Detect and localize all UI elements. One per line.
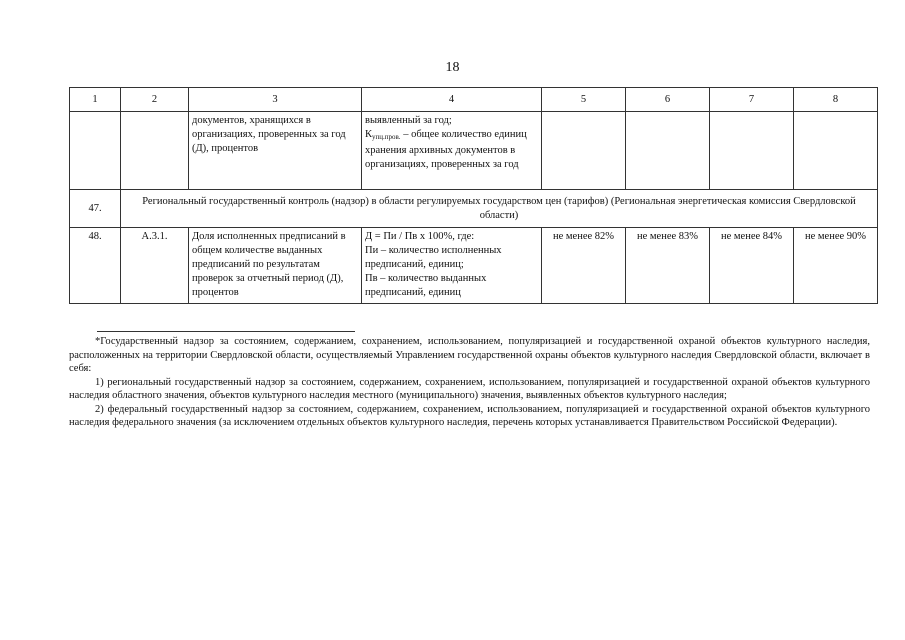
header-cell: 4 bbox=[362, 88, 542, 112]
cell-empty bbox=[70, 112, 121, 190]
target-value: не менее 82% bbox=[542, 228, 626, 304]
cell-empty bbox=[710, 112, 794, 190]
row-number: 47. bbox=[70, 190, 121, 228]
header-cell: 5 bbox=[542, 88, 626, 112]
target-value: не менее 84% bbox=[710, 228, 794, 304]
formula-cell bbox=[362, 228, 542, 304]
page-number: 18 bbox=[445, 60, 460, 75]
formula-definition: Пв – количество выданных предписаний, единиц bbox=[365, 273, 487, 298]
formula-cell bbox=[362, 112, 542, 190]
header-cell: 6 bbox=[626, 88, 710, 112]
formula-symbol: К bbox=[365, 129, 373, 140]
section-title: Региональный государственный контроль (надзор) в области регулируемых государством цен (тарифов) (Региональная энергетическая комиссия Свердловской области) bbox=[121, 190, 878, 228]
table-header-row bbox=[70, 88, 878, 112]
table-row bbox=[70, 190, 878, 228]
header-cell: 1 bbox=[70, 88, 121, 112]
footnote-paragraph: *Государственный надзор за состоянием, содержанием, сохранением, использованием, популяризацией и государственной охраной объектов культурного наследия, расположенных на территории Свердловской области, осуществляемый Управлением государственной охраны объектов культурного наследия Свердловской области, включает в себя: bbox=[69, 336, 870, 374]
table-row bbox=[70, 228, 878, 304]
footnote-paragraph: 2) федеральный государственный надзор за состоянием, содержанием, сохранением, использованием, популяризацией и государственной охраной объектов культурного наследия федерального значения (за исключением отдельных объектов культурного наследия, перечень которых устанавливается Правительством Российской Федерации). bbox=[69, 403, 870, 428]
formula-line: выявленный за год; bbox=[365, 115, 452, 126]
footnotes bbox=[69, 335, 870, 430]
cell-empty bbox=[121, 112, 189, 190]
indicator-code: А.3.1. bbox=[121, 228, 189, 304]
footnote-paragraph: 1) региональный государственный надзор за состоянием, содержанием, сохранением, использованием, популяризацией и государственной охраной объектов культурного наследия областного значения, объектов культурного наследия местного (муниципального) значения, выявленных объектов культурного наследия; bbox=[69, 376, 870, 401]
indicator-name-cell: Доля исполненных предписаний в общем количестве выданных предписаний по результатам проверок за отчетный период (Д), процентов bbox=[189, 228, 362, 304]
indicators-table bbox=[69, 87, 878, 304]
header-cell: 8 bbox=[794, 88, 878, 112]
cell-empty bbox=[542, 112, 626, 190]
header-cell: 2 bbox=[121, 88, 189, 112]
cell-empty bbox=[794, 112, 878, 190]
formula-line: Д = Пи / Пв х 100%, где: bbox=[365, 231, 475, 242]
target-value: не менее 90% bbox=[794, 228, 878, 304]
formula-definition: Пи – количество исполненных предписаний, единиц; bbox=[365, 245, 502, 270]
row-number: 48. bbox=[70, 228, 121, 304]
header-cell: 3 bbox=[189, 88, 362, 112]
target-value: не менее 83% bbox=[626, 228, 710, 304]
indicator-name-cell: документов, хранящихся в организациях, проверенных за год (Д), процентов bbox=[189, 112, 362, 190]
table-row bbox=[70, 112, 878, 190]
cell-empty bbox=[626, 112, 710, 190]
footnote-divider bbox=[97, 331, 355, 332]
formula-subscript: упц.пров. bbox=[372, 133, 401, 141]
formula-definition: – общее количество единиц хранения архивных документов в организациях, проверенных за год bbox=[365, 129, 527, 170]
header-cell: 7 bbox=[710, 88, 794, 112]
